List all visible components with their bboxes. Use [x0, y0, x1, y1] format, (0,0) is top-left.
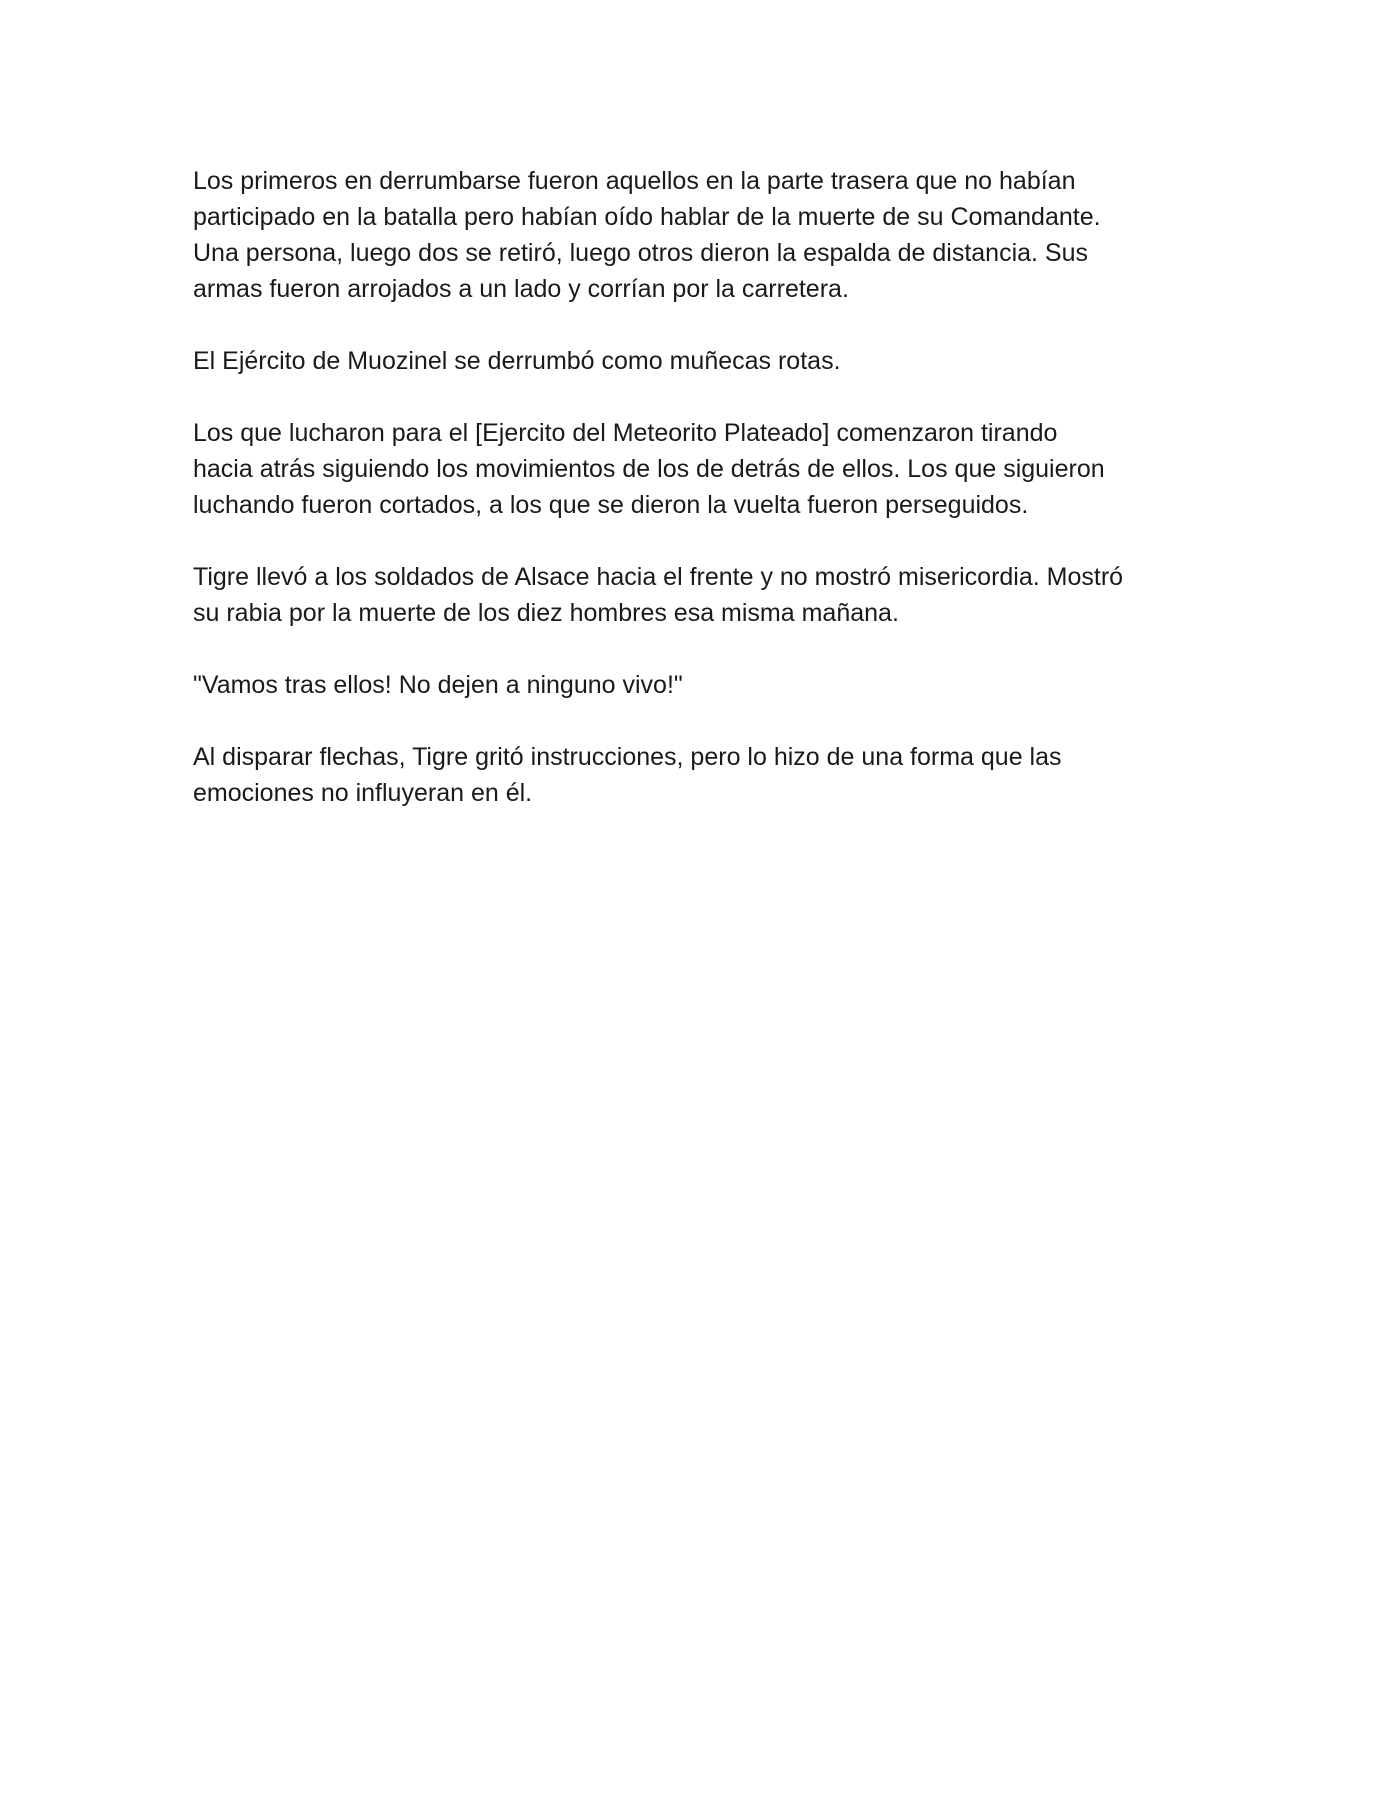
paragraph-3: Los que lucharon para el [Ejercito del Meteorito Plateado] comenzaron tirando hacia atrás siguiendo los movimientos de los de detrás de ellos. Los que siguieron luchando fueron cortados, a los que se dieron la vuelta fueron perseguidos. [193, 419, 1105, 519]
paragraph-5: "Vamos tras ellos! No dejen a ninguno vivo!" [193, 671, 683, 699]
paragraph-1: Los primeros en derrumbarse fueron aquellos en la parte trasera que no habían participado en la batalla pero habían oído hablar de la muerte de su Comandante. Una persona, luego dos se retiró, luego otros dieron la espalda de distancia. Sus armas fueron arrojados a un lado y corrían por la carretera. [193, 167, 1101, 303]
document-body [193, 163, 1223, 847]
paragraph-4: Tigre llevó a los soldados de Alsace hacia el frente y no mostró misericordia. Mostró su rabia por la muerte de los diez hombres esa misma mañana. [193, 563, 1124, 627]
paragraph-2: El Ejército de Muozinel se derrumbó como muñecas rotas. [193, 347, 841, 375]
paragraph-6: Al disparar flechas, Tigre gritó instrucciones, pero lo hizo de una forma que las emociones no influyeran en él. [193, 743, 1062, 807]
